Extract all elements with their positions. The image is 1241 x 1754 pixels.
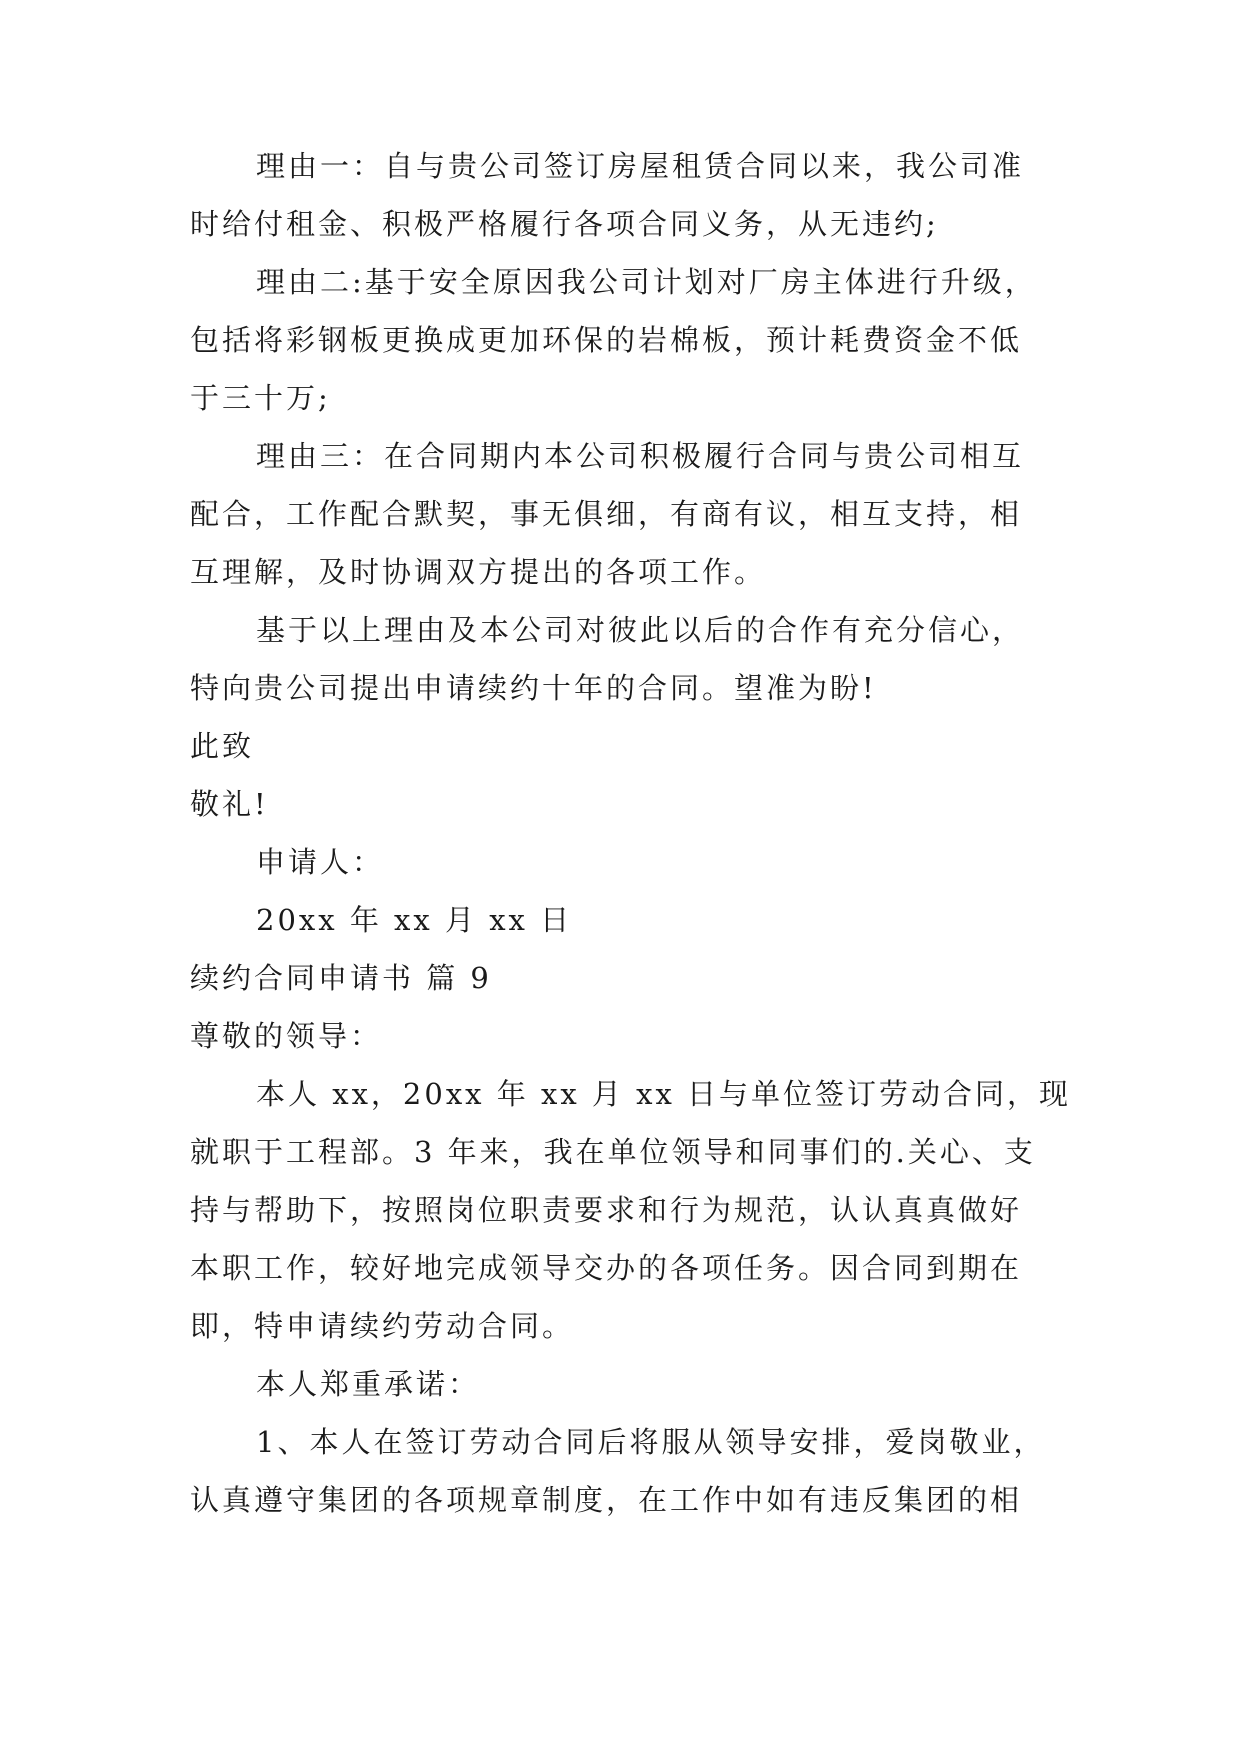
paragraph-line: 配合，工作配合默契，事无俱细，有商有议，相互支持，相 (190, 497, 1023, 531)
paragraph-line: 就职于工程部。3 年来，我在单位领导和同事们的.关心、支 (190, 1135, 1036, 1169)
paragraph-line: 理由一：自与贵公司签订房屋租赁合同以来，我公司准 (256, 149, 1025, 183)
salutation: 尊敬的领导： (190, 1019, 383, 1053)
paragraph-line: 1、本人在签订劳动合同后将服从领导安排，爱岗敬业， (256, 1425, 1046, 1459)
closing-line: 敬礼! (190, 787, 269, 821)
paragraph-line: 互理解，及时协调双方提出的各项工作。 (190, 555, 767, 589)
paragraph-line: 本职工作，较好地完成领导交办的各项任务。因合同到期在 (190, 1251, 1023, 1285)
section-heading: 续约合同申请书 篇 9 (190, 961, 492, 995)
applicant-label: 申请人： (256, 845, 385, 879)
closing-line: 此致 (190, 729, 255, 763)
paragraph-line: 理由二:基于安全原因我公司计划对厂房主体进行升级， (256, 265, 1037, 299)
paragraph-line: 即，特申请续约劳动合同。 (190, 1309, 575, 1343)
paragraph-line: 认真遵守集团的各项规章制度，在工作中如有违反集团的相 (190, 1483, 1023, 1517)
date-line: 20xx 年 xx 月 xx 日 (256, 903, 573, 937)
paragraph-line: 本人 xx，20xx 年 xx 月 xx 日与单位签订劳动合同，现 (256, 1077, 1072, 1111)
paragraph-line: 本人郑重承诺： (256, 1367, 481, 1401)
paragraph-line: 持与帮助下，按照岗位职责要求和行为规范，认认真真做好 (190, 1193, 1023, 1227)
paragraph-line: 时给付租金、积极严格履行各项合同义务，从无违约; (190, 207, 939, 241)
paragraph-line: 包括将彩钢板更换成更加环保的岩棉板，预计耗费资金不低 (190, 323, 1023, 357)
paragraph-line: 基于以上理由及本公司对彼此以后的合作有充分信心， (256, 613, 1025, 647)
paragraph-line: 理由三：在合同期内本公司积极履行合同与贵公司相互 (256, 439, 1025, 473)
paragraph-line: 特向贵公司提出申请续约十年的合同。望准为盼! (190, 671, 877, 705)
paragraph-line: 于三十万; (190, 381, 331, 415)
